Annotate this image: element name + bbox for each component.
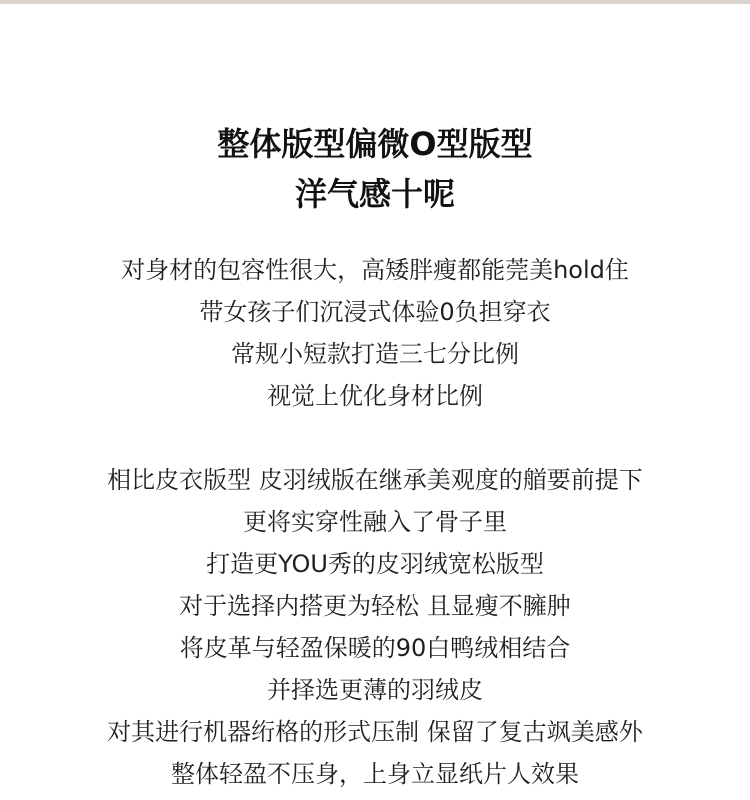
paragraph-1-line-3: 常规小短款打造三七分比例 <box>231 340 519 368</box>
paragraph-2-line-3: 打造更YOU秀的皮羽绒宽松版型 <box>206 550 544 578</box>
headline-line-2: 洋气感十呢 <box>294 175 455 213</box>
paragraph-1-line-4: 视觉上优化身材比例 <box>267 382 483 410</box>
paragraph-2-line-1: 相比皮衣版型 皮羽绒版在继承美观度的艏要前提下 <box>107 466 643 494</box>
top-divider-strip <box>0 0 750 4</box>
paragraph-1-line-1: 对身材的包容性很大，高矮胖瘦都能莞美hold住 <box>121 256 629 284</box>
paragraph-2-line-5: 将皮革与轻盈保暖的90白鸭绒相结合 <box>179 634 571 662</box>
paragraph-2-line-6: 并择选更薄的羽绒皮 <box>267 676 483 704</box>
paragraph-2-line-2: 更将实穿性融入了骨子里 <box>243 508 507 536</box>
paragraph-2-line-8: 整体轻盈不压身，上身立显纸片人效果 <box>171 760 579 788</box>
paragraph-1-line-2: 带女孩子们沉浸式体验0负担穿衣 <box>199 298 551 326</box>
paragraph-2-line-7: 对其进行机器绗格的形式压制 保留了复古飒美感外 <box>107 718 643 746</box>
paragraph-2-line-4: 对于选择内搭更为轻松 且显瘦不臃肿 <box>179 592 571 620</box>
headline-line-1: 整体版型偏微O型版型 <box>217 125 533 163</box>
